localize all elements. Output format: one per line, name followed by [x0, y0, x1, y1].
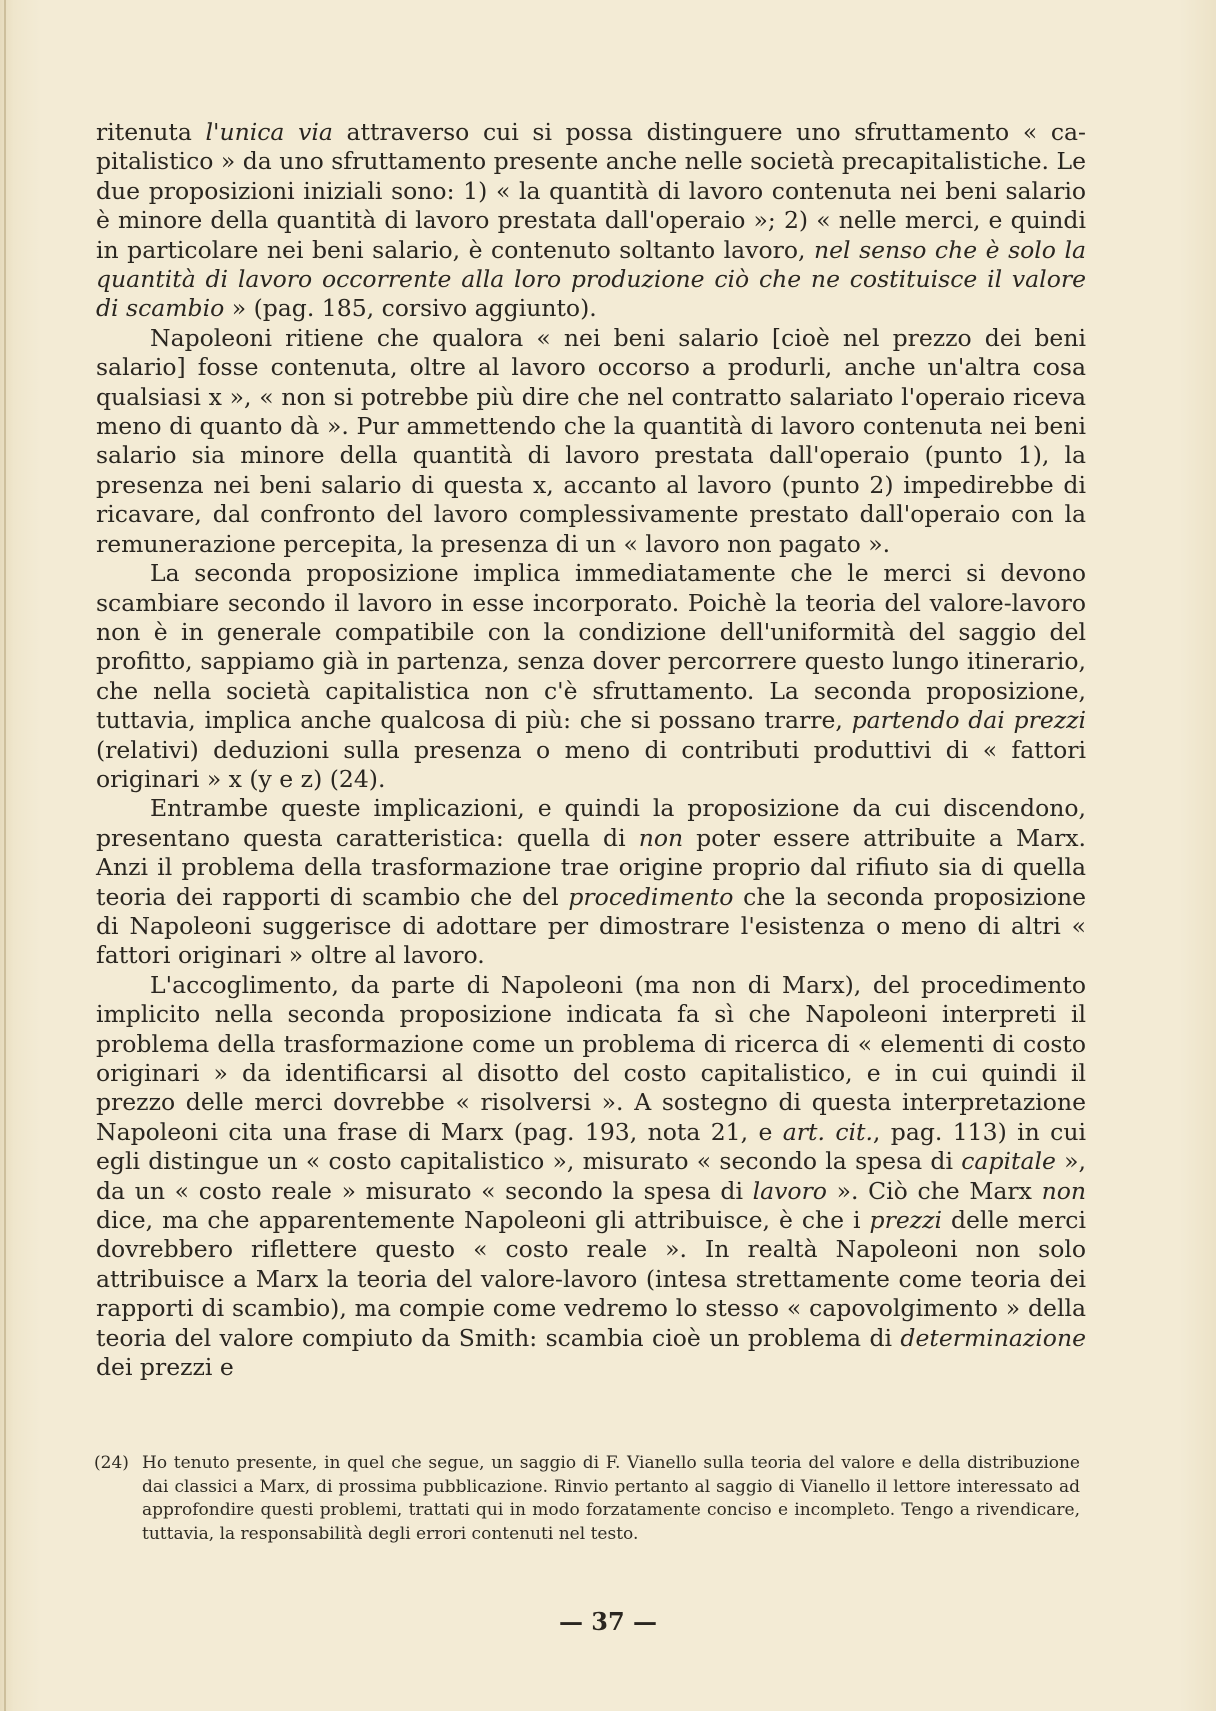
- paragraph: [96, 118, 1086, 324]
- body-text: [96, 118, 1086, 1382]
- page-number: — 37 —: [558, 1607, 658, 1636]
- footnote-text: Ho tenuto presente, in quel che segue, un saggio di F. Vianello sulla teoria del valore e della distribuzione dai classici a Marx, di prossima pubblicazione. Rinvio pertanto al saggio di Vianello il lettore interessato ad approfondire questi problemi, trattati qui in modo forzatamente conciso e incompleto. Tengo a rivendicare, tuttavia, la responsabilità degli errori contenuti nel testo.: [142, 1453, 1080, 1544]
- text-run: » (pag. 185, corsivo aggiunto).: [224, 294, 597, 323]
- text-run: Entrambe queste implicazioni, e quindi la proposizione da cui discendono, presentano questa caratteristica: quella di: [96, 794, 1086, 852]
- italic-run: lavoro: [752, 1176, 827, 1205]
- footnote: [94, 1452, 1080, 1546]
- text-run: Napoleoni ritiene che qualora « nei beni salario [cioè nel prezzo dei beni salario] fosse contenuta, oltre al lavoro occorso a produrli, anche un'altra cosa qualsiasi x », « non si potrebbe più dire che nel contratto salariato l'operaio riceva meno di quanto dà ». Pur ammettendo che la quantità di lavoro contenuta nei beni salario sia minore della quantità di lavoro prestata dall'operaio (punto 1), la presenza nei beni salario di questa x, accanto al lavoro (punto 2) impedirebbe di ricavare, dal confronto del lavoro complessivamente prestato dall'operaio con la remunerazione percepita, la presenza di un « lavoro non pagato ».: [96, 323, 1086, 558]
- text-run: ritenuta: [96, 118, 206, 146]
- text-run: dei prezzi e: [96, 1353, 234, 1382]
- italic-run: prezzi: [869, 1206, 943, 1235]
- paragraph: [96, 559, 1086, 794]
- paragraph: [96, 794, 1086, 970]
- text-run: che la seconda proposizione di Napoleoni suggerisce di adottare per dimostrare l'esistenza o meno di altri « fattori originari » oltre al lavoro.: [96, 882, 1087, 970]
- italic-run: determinazione: [900, 1323, 1086, 1352]
- italic-run: l'unica via: [205, 118, 333, 146]
- paragraph: [96, 324, 1086, 559]
- paragraph: [96, 971, 1086, 1383]
- text-run: ». Ciò che Marx: [826, 1176, 1042, 1205]
- text-run: poter essere attribuite a Marx. Anzi il problema della trasformazione trae origine proprio dal rifiuto sia di quella teoria dei rapporti di scambio che del: [96, 823, 1086, 911]
- text-run: La seconda proposizione implica immediatamente che le merci si devono scambiare secondo il lavoro in esse incorporato. Poichè la teoria del valore-lavoro non è in generale compatibile con la condizione dell'uniformità del saggio del profitto, sappiamo già in partenza, senza dover percorrere questo lungo itinerario, che nella società capitalistica non c'è sfruttamento. La seconda proposizione, tuttavia, implica anche qualcosa di più: che si possano trarre,: [96, 559, 1086, 735]
- italic-run: procedimento: [568, 882, 734, 911]
- footnote-number: (24): [94, 1453, 129, 1473]
- italic-run: partendo dai prezzi: [851, 706, 1087, 735]
- text-run: attraverso cui si possa distinguere uno sfruttamento « capitalistico » da uno sfruttamento presente anche nelle società precapitalistiche. Le due proposizioni iniziali sono: 1) « la quantità di lavoro contenuta nei beni salario è minore della quantità di lavoro prestata dall'operaio »; 2) « nelle merci, e quindi in particolare nei beni salario, è contenuto soltanto lavoro,: [96, 118, 1086, 264]
- text-run: », da un « costo reale » misurato « secondo la spesa di: [96, 1147, 1086, 1205]
- text-run: dice, ma che apparentemente Napoleoni gli attribuisce, è che i: [96, 1206, 870, 1235]
- text-run: , pag. 113) in cui egli distingue un « costo capitalistico », misurato « secondo la spesa di: [96, 1117, 1086, 1176]
- italic-run: art. cit.: [782, 1117, 873, 1146]
- italic-run: non: [1041, 1176, 1086, 1205]
- text-run: (relativi) deduzioni sulla presenza o meno di contributi produttivi di « fattori originari » x (y e z) (24).: [96, 735, 1086, 793]
- italic-run: non: [638, 823, 684, 852]
- page-edge-line: [4, 0, 6, 1711]
- italic-run: nel senso che è solo la quantità di lavoro occorrente alla loro produzione ciò che ne costituisce il valore di scambio: [96, 235, 1087, 323]
- text-run: delle merci dovrebbero riflettere questo « costo reale ». In realtà Napoleoni non solo attribuisce a Marx la teoria del valore-lavoro (intesa strettamente come teoria dei rapporti di scambio), ma compie come vedremo lo stesso « capovolgimento » della teoria del valore compiuto da Smith: scambia cioè un problema di: [96, 1206, 1086, 1352]
- italic-run: capitale: [961, 1147, 1056, 1176]
- text-run: L'accoglimento, da parte di Napoleoni (ma non di Marx), del procedimento implicito nella seconda proposizione indicata fa sì che Napoleoni interpreti il problema della trasformazione come un problema di ricerca di « elementi di costo originari » da identificarsi al disotto del costo capitalistico, e in cui quindi il prezzo delle merci dovrebbe « risolversi ». A sostegno di questa interpretazione Napoleoni cita una frase di Marx (pag. 193, nota 21, e: [96, 970, 1086, 1146]
